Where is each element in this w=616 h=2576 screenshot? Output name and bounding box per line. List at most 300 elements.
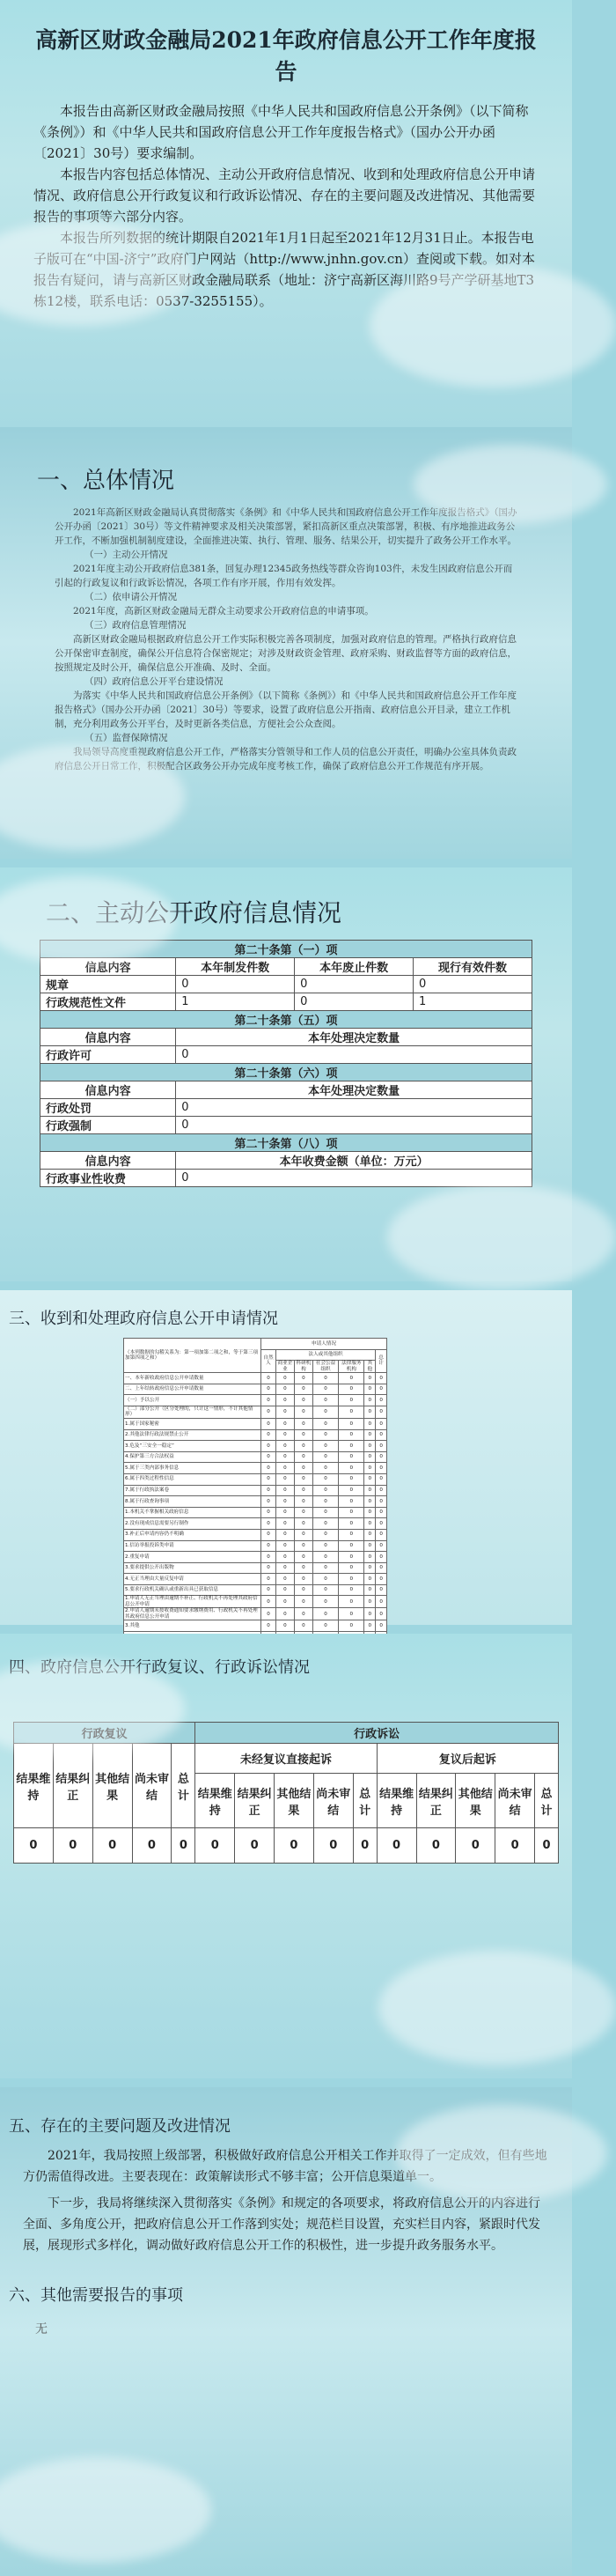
cell-value: 0 — [339, 1451, 364, 1463]
cell-value: 0 — [261, 1518, 276, 1530]
table-row — [124, 1496, 387, 1508]
cell-value: 0 — [261, 1429, 276, 1441]
table-row — [124, 1529, 387, 1540]
table-row: 行政规范性文件 1 0 1 — [40, 993, 532, 1011]
cell-value: 0 — [376, 1574, 387, 1585]
table-row — [124, 1562, 387, 1574]
cell-value: 0 — [376, 1406, 387, 1418]
cell-value: 0 — [364, 1529, 376, 1540]
cell-value: 0 — [364, 1406, 376, 1418]
cell-value: 0 — [376, 1596, 387, 1608]
cell-value: 0 — [275, 1529, 294, 1540]
cell-value: 0 — [376, 1562, 387, 1574]
cell-value: 0 — [261, 1562, 276, 1574]
table-row — [124, 1395, 387, 1406]
column-header: 本年处理决定数量 — [176, 1081, 532, 1099]
section-title-1: 一、总体情况 — [37, 468, 175, 494]
cell-value: 0 — [294, 1463, 312, 1474]
cell-value: 0 — [294, 1485, 312, 1496]
cell-value: 0 — [364, 1441, 376, 1452]
cell-value: 0 — [172, 1828, 195, 1864]
cell-value: 0 — [416, 1828, 456, 1864]
cell-value: 0 — [294, 1562, 312, 1574]
cell-value: 0 — [294, 1596, 312, 1608]
problems-paragraph-2: 下一步，我局将继续深入贯彻落实《条例》和规定的各项要求，将政府信息公开的内容进行全面、多角度公开，把政府信息公开工作落到实处；规范栏目设置，充实栏目内容，紧跟时代发展，展现形式多样化，调动做好政府信息公开工作的积极性，进一步提升政务服务水平。 — [23, 2196, 540, 2253]
column-header: 复议后起诉 — [377, 1744, 558, 1774]
column-header: 信息内容 — [40, 1081, 176, 1099]
cell-value: 0 — [275, 1395, 294, 1406]
table-row — [124, 1406, 387, 1418]
column-header: 总计 — [376, 1349, 387, 1373]
column-header: 尚未审结 — [495, 1774, 535, 1828]
cell-value: 0 — [364, 1485, 376, 1496]
cell-value: 0 — [275, 1485, 294, 1496]
cell-value: 0 — [376, 1608, 387, 1620]
column-header: 总计 — [535, 1774, 559, 1828]
cell-value: 0 — [294, 1395, 312, 1406]
table-row — [124, 1540, 387, 1552]
column-header: 其他 — [364, 1361, 376, 1373]
cell-value: 0 — [261, 1384, 276, 1395]
column-header: 本年处理决定数量 — [176, 1029, 532, 1046]
cell-value: 0 — [364, 1507, 376, 1518]
cell-value: 0 — [364, 1620, 376, 1632]
cell-value: 0 — [14, 1828, 54, 1864]
cell-value: 0 — [294, 1574, 312, 1585]
cell-value: 0 — [294, 1384, 312, 1395]
row-label: 5.属于三类内部事务信息 — [124, 1463, 261, 1474]
cell-value: 0 — [376, 1540, 387, 1552]
cell-value: 0 — [376, 1384, 387, 1395]
row-label: 6.属于四类过程性信息 — [124, 1473, 261, 1485]
table-row — [124, 1518, 387, 1530]
general-paragraph: 我局领导高度重视政府信息公开工作，严格落实分管领导和工作人员的信息公开责任，明确办公室具体负责政府信息公开日常工作，积极配合区政务公开办完成年度考核工作，确保了政府信息公开工作规范有序开展。 — [55, 747, 517, 771]
cell-value: 0 — [261, 1584, 276, 1596]
table-row: 行政处罚 0 — [40, 1099, 532, 1117]
column-header: 结果纠正 — [416, 1774, 456, 1828]
table-section-header: 第二十条第（一）项 — [40, 941, 532, 958]
cell-value: 0 — [53, 1828, 92, 1864]
cell-value: 0 — [312, 1574, 338, 1585]
cell-value: 0 — [312, 1562, 338, 1574]
cell-value: 0 — [294, 1496, 312, 1508]
table-row: 行政事业性收费 0 — [40, 1170, 532, 1187]
table-section-header: 第二十条第（六）项 — [40, 1064, 532, 1081]
cell-value: 0 — [294, 1540, 312, 1552]
cell-value: 0 — [294, 1529, 312, 1540]
row-label: 3.补正后申请内容仍不明确 — [124, 1529, 261, 1540]
column-header: 申请人情况 — [261, 1339, 387, 1350]
cell-value: 0 — [294, 1620, 312, 1632]
column-header: 信息内容 — [40, 1152, 176, 1170]
column-header: 自然人 — [261, 1349, 276, 1373]
cell-value: 0 — [312, 1384, 338, 1395]
row-label: 4.保护第三方合法权益 — [124, 1451, 261, 1463]
cell-value: 0 — [261, 1552, 276, 1563]
general-subheading: （二）依申请公开情况 — [84, 592, 177, 602]
cell-value: 0 — [364, 1608, 376, 1620]
table-row — [124, 1574, 387, 1585]
column-header: 信息内容 — [40, 1029, 176, 1046]
cell-value: 0 — [312, 1518, 338, 1530]
cell-value: 0 — [339, 1507, 364, 1518]
section-title-4: 四、政府信息公开行政复议、行政诉讼情况 — [9, 1658, 310, 1677]
column-header: 行政复议 — [14, 1723, 195, 1744]
cell-value: 0 — [294, 1418, 312, 1429]
cell-value: 0 — [312, 1620, 338, 1632]
row-label: 1.属于国家秘密 — [124, 1418, 261, 1429]
cell-value: 0 — [376, 1584, 387, 1596]
table-row — [124, 1473, 387, 1485]
column-header: 其他结果 — [456, 1774, 495, 1828]
cell-value: 0 — [261, 1441, 276, 1452]
cell-value: 0 — [376, 1552, 387, 1563]
cell-value: 0 — [275, 1620, 294, 1632]
cell-value: 0 — [312, 1584, 338, 1596]
cell-value: 0 — [376, 1418, 387, 1429]
cell-value: 0 — [364, 1596, 376, 1608]
cell-value: 0 — [364, 1384, 376, 1395]
table-row — [124, 1596, 387, 1608]
column-header: 结果维持 — [195, 1774, 235, 1828]
row-label: 7.属于行政执法案卷 — [124, 1485, 261, 1496]
column-header: 信息内容 — [40, 958, 176, 976]
column-header: 行政诉讼 — [195, 1723, 559, 1744]
cell-value: 0 — [312, 1418, 338, 1429]
cell-value: 0 — [339, 1473, 364, 1485]
general-paragraph: 2021年度，高新区财政金融局无群众主动要求公开政府信息的申请事项。 — [73, 606, 374, 616]
cell-value: 0 — [312, 1373, 338, 1384]
table-row — [124, 1584, 387, 1596]
cell-value: 0 — [376, 1496, 387, 1508]
cell-value: 0 — [275, 1384, 294, 1395]
cell-value: 0 — [339, 1596, 364, 1608]
column-header: 结果维持 — [14, 1744, 54, 1828]
table-row — [124, 1441, 387, 1452]
cell-value: 0 — [312, 1552, 338, 1563]
intro-paragraph-3: 本报告所列数据的统计期限自2021年1月1日起至2021年12月31日止。本报告电子版可在“中国-济宁”政府门户网站（http://www.jnhn.gov.cn）查阅或下载。如对本报告有疑问，请与高新区财政金融局联系（地址：济宁高新区海川路9号产学研基地T3栋12楼，联系电话：0537-3255155）。 — [33, 230, 535, 309]
review-panel — [0, 1634, 572, 2078]
cell-value: 0 — [312, 1406, 338, 1418]
column-header: 其他结果 — [92, 1744, 132, 1828]
cell-value: 0 — [275, 1373, 294, 1384]
column-header: 社会公益组织 — [312, 1361, 338, 1373]
row-label: 3.要求提供公开出版物 — [124, 1562, 261, 1574]
cell-value: 0 — [261, 1451, 276, 1463]
row-label: 2.重复申请 — [124, 1552, 261, 1563]
requests-table-body — [124, 1373, 387, 1642]
cell-value: 0 — [339, 1496, 364, 1508]
cell-value: 0 — [364, 1451, 376, 1463]
cell-value: 0 — [376, 1463, 387, 1474]
column-header: 商业企业 — [275, 1361, 294, 1373]
cell-value: 0 — [312, 1540, 338, 1552]
cell-value: 0 — [313, 1828, 353, 1864]
table-section-header: 第二十条第（八）项 — [40, 1134, 532, 1152]
cell-value: 0 — [275, 1473, 294, 1485]
cell-value: 0 — [364, 1540, 376, 1552]
row-label: 1.信访举报投诉类申请 — [124, 1540, 261, 1552]
table-row — [124, 1373, 387, 1384]
cell-value: 0 — [312, 1441, 338, 1452]
row-label: 8.属于行政查询事项 — [124, 1496, 261, 1508]
cell-value: 0 — [261, 1574, 276, 1585]
cell-value: 0 — [261, 1463, 276, 1474]
general-panel — [0, 427, 572, 859]
cell-value: 0 — [312, 1395, 338, 1406]
cell-value: 0 — [364, 1395, 376, 1406]
section-title-3: 三、收到和处理政府信息公开申请情况 — [9, 1310, 278, 1328]
cell-value: 0 — [312, 1596, 338, 1608]
row-label: 1.申请人无正当理由逾期不补正、行政机关不再处理其政府信息公开申请 — [124, 1596, 261, 1608]
column-header: 未经复议直接起诉 — [195, 1744, 377, 1774]
cell-value: 0 — [339, 1529, 364, 1540]
column-header: 法律服务机构 — [339, 1361, 364, 1373]
cell-value: 0 — [261, 1507, 276, 1518]
row-label: 1.本机关不掌握相关政府信息 — [124, 1507, 261, 1518]
cell-value: 0 — [364, 1373, 376, 1384]
cell-value: 0 — [353, 1828, 377, 1864]
table-section-header: 第二十条第（五）项 — [40, 1011, 532, 1029]
cell-value: 0 — [376, 1451, 387, 1463]
cell-value: 0 — [456, 1828, 495, 1864]
cell-value: 0 — [294, 1518, 312, 1530]
cell-value: 0 — [261, 1620, 276, 1632]
row-label: （一）予以公开 — [124, 1395, 261, 1406]
cell-value: 0 — [261, 1373, 276, 1384]
row-label: 二、上年结转政府信息公开申请数量 — [124, 1384, 261, 1395]
cell-value: 0 — [261, 1418, 276, 1429]
table-row: 规章 0 0 0 — [40, 976, 532, 993]
cell-value: 0 — [339, 1395, 364, 1406]
cell-value: 0 — [376, 1518, 387, 1530]
row-label: 2.申请人逾期未按收费通知要求缴纳费用、行政机关不再处理其政府信息公开申请 — [124, 1608, 261, 1620]
cell-value: 0 — [312, 1451, 338, 1463]
problems-paragraph-1: 2021年，我局按照上级部署，积极做好政府信息公开相关工作并取得了一定成效，但有些地方仍需值得改进。主要表现在：政策解读形式不够丰富；公开信息渠道单一。 — [23, 2149, 547, 2184]
cell-value: 0 — [195, 1828, 235, 1864]
cell-value: 0 — [364, 1473, 376, 1485]
section-title-5: 五、存在的主要问题及改进情况 — [9, 2117, 231, 2136]
report-title: 高新区财政金融局2021年政府信息公开工作年度报告 — [35, 27, 537, 85]
cell-value: 0 — [261, 1540, 276, 1552]
general-paragraph: 高新区财政金融局根据政府信息公开工作实际积极完善各项制度，加强对政府信息的管理。严格执行政府信息公开保密审查制度，确保公开信息符合保密规定；对涉及财政资金管理、政府采购、财政监督等方面的政府信息，按照规定及时公开，确保信息公开准确、及时、全面。 — [55, 634, 517, 673]
column-header: 尚未审结 — [313, 1774, 353, 1828]
cell-value: 0 — [261, 1485, 276, 1496]
cell-value: 0 — [132, 1828, 172, 1864]
cell-value: 0 — [339, 1441, 364, 1452]
cell-value: 0 — [275, 1507, 294, 1518]
cell-value: 0 — [364, 1496, 376, 1508]
cell-value: 0 — [261, 1406, 276, 1418]
table-row — [124, 1620, 387, 1632]
cell-value: 0 — [275, 1518, 294, 1530]
cell-value: 0 — [339, 1406, 364, 1418]
column-header: 结果纠正 — [235, 1774, 275, 1828]
proactive-panel — [0, 867, 572, 1281]
cell-value: 0 — [294, 1441, 312, 1452]
intro-paragraph-1: 本报告由高新区财政金融局按照《中华人民共和国政府信息公开条例》（以下简称《条例》）和《中华人民共和国政府信息公开工作年度报告格式》（国办公开办函〔2021〕30号）要求编制。 — [33, 103, 529, 161]
column-header: 其他结果 — [275, 1774, 314, 1828]
cell-value: 0 — [294, 1473, 312, 1485]
table-row — [14, 1828, 559, 1864]
closing-panel — [0, 2087, 572, 2576]
requests-panel — [0, 1290, 572, 1629]
general-paragraph: 2021年度主动公开政府信息381条，回复办理12345政务热线等群众咨询103件，未发生因政府信息公开而引起的行政复议和行政诉讼情况，各项工作有序开展，作用有效发挥。 — [55, 564, 513, 588]
cell-value: 0 — [364, 1584, 376, 1596]
cell-value: 0 — [376, 1429, 387, 1441]
cell-value: 0 — [294, 1406, 312, 1418]
cell-value: 0 — [364, 1562, 376, 1574]
row-label: 3.危及“三安全一稳定” — [124, 1441, 261, 1452]
cell-value: 0 — [294, 1608, 312, 1620]
cell-value: 0 — [312, 1496, 338, 1508]
cell-value: 0 — [261, 1473, 276, 1485]
cell-value: 0 — [339, 1485, 364, 1496]
cell-value: 0 — [376, 1373, 387, 1384]
cell-value: 0 — [312, 1608, 338, 1620]
cell-value: 0 — [235, 1828, 275, 1864]
cell-value: 0 — [312, 1529, 338, 1540]
column-header: 结果纠正 — [53, 1744, 92, 1828]
cell-value: 0 — [339, 1418, 364, 1429]
cell-value: 0 — [339, 1540, 364, 1552]
cell-value: 0 — [275, 1451, 294, 1463]
cell-value: 0 — [275, 1496, 294, 1508]
cell-value: 0 — [364, 1518, 376, 1530]
column-header: 尚未审结 — [132, 1744, 172, 1828]
column-header: 本年收费金额（单位：万元） — [176, 1152, 532, 1170]
cell-value: 0 — [339, 1584, 364, 1596]
column-header: 总计 — [353, 1774, 377, 1828]
cell-value: 0 — [339, 1620, 364, 1632]
column-header: 科研机构 — [294, 1361, 312, 1373]
row-label: 4.无正当理由大量反复申请 — [124, 1574, 261, 1585]
cell-value: 0 — [339, 1552, 364, 1563]
cell-value: 0 — [364, 1429, 376, 1441]
cell-value: 0 — [275, 1562, 294, 1574]
section-title-6: 六、其他需要报告的事项 — [9, 2286, 183, 2305]
cell-value: 0 — [376, 1529, 387, 1540]
cell-value: 0 — [339, 1518, 364, 1530]
general-subheading: （四）政府信息公开平台建设情况 — [84, 676, 224, 687]
cell-value: 0 — [377, 1828, 416, 1864]
cell-value: 0 — [339, 1463, 364, 1474]
row-label: 一、本年新收政府信息公开申请数量 — [124, 1373, 261, 1384]
general-paragraph: 2021年高新区财政金融局认真贯彻落实《条例》和《中华人民共和国政府信息公开工作年度报告格式》（国办公开办函〔2021〕30号）等文件精神要求及相关决策部署，紧扣高新区重点决策部署，积极、有序地推进政务公开工作，不断加强机制制度建设，全面推进决策、执行、管理、服务、结果公开，切实提升了政务公开工作水平。 — [55, 507, 517, 546]
column-header: 结果维持 — [377, 1774, 416, 1828]
cell-value: 0 — [339, 1384, 364, 1395]
section-title-2: 二、主动公开政府信息情况 — [46, 898, 342, 927]
cell-value: 0 — [339, 1429, 364, 1441]
cell-value: 0 — [312, 1463, 338, 1474]
cell-value: 0 — [339, 1608, 364, 1620]
cell-value: 0 — [275, 1429, 294, 1441]
cell-value: 0 — [275, 1584, 294, 1596]
cell-value: 0 — [376, 1507, 387, 1518]
cell-value: 0 — [339, 1373, 364, 1384]
general-paragraph: 为落实《中华人民共和国政府信息公开条例》（以下简称《条例》）和《中华人民共和国政府信息公开工作年度报告格式》（国办公开办函〔2021〕30号）等要求，设置了政府信息公开指南、政府信息公开目录，建立工作机制，充分利用政务公开平台，及时更新各类信息，方便社会公众查阅。 — [55, 690, 517, 729]
intro-paragraph-2: 本报告内容包括总体情况、主动公开政府信息情况、收到和处理政府信息公开申请情况、政府信息公开行政复议和行政诉讼情况、存在的主要问题及改进情况、其他需要报告的事项等六部分内容。 — [33, 166, 536, 225]
row-label: 3.其他 — [124, 1620, 261, 1632]
table-row — [124, 1384, 387, 1395]
article-20-table — [40, 940, 532, 1187]
cell-value: 0 — [312, 1429, 338, 1441]
table-row — [124, 1429, 387, 1441]
cell-value: 0 — [364, 1463, 376, 1474]
cell-value: 0 — [312, 1507, 338, 1518]
table-row — [124, 1463, 387, 1474]
cell-value: 0 — [364, 1574, 376, 1585]
cell-value: 0 — [376, 1620, 387, 1632]
row-label: 2.其他法律行政法规禁止公开 — [124, 1429, 261, 1441]
cell-value: 0 — [495, 1828, 535, 1864]
cell-value: 0 — [261, 1529, 276, 1540]
cell-value: 0 — [312, 1473, 338, 1485]
cell-value: 0 — [275, 1596, 294, 1608]
cell-value: 0 — [275, 1463, 294, 1474]
cell-value: 0 — [339, 1574, 364, 1585]
cell-value: 0 — [261, 1596, 276, 1608]
cell-value: 0 — [312, 1485, 338, 1496]
table-row — [124, 1485, 387, 1496]
table-row — [124, 1451, 387, 1463]
column-header: 法人或其他组织 — [275, 1349, 375, 1361]
general-subheading: （一）主动公开情况 — [84, 550, 168, 560]
row-label: （二）部分公开（区分处理的，只计这一情形，不计其他情形） — [124, 1406, 261, 1418]
cell-value: 0 — [275, 1441, 294, 1452]
table-row — [124, 1552, 387, 1563]
table-row: 行政强制 0 — [40, 1117, 532, 1134]
table-header-note: （本列数据的勾稽关系为：第一项加第二项之和，等于第三项加第四项之和） — [124, 1339, 261, 1373]
cell-value: 0 — [376, 1473, 387, 1485]
table-row — [124, 1507, 387, 1518]
cell-value: 0 — [294, 1451, 312, 1463]
cell-value: 0 — [275, 1828, 314, 1864]
cell-value: 0 — [376, 1485, 387, 1496]
cell-value: 0 — [364, 1552, 376, 1563]
cell-value: 0 — [364, 1418, 376, 1429]
column-header: 现行有效件数 — [414, 958, 532, 976]
cell-value: 0 — [535, 1828, 559, 1864]
intro-panel — [0, 0, 572, 427]
cell-value: 0 — [275, 1406, 294, 1418]
cell-value: 0 — [275, 1608, 294, 1620]
general-subheading: （三）政府信息管理情况 — [84, 620, 187, 631]
column-header: 总计 — [172, 1744, 195, 1828]
cell-value: 0 — [275, 1418, 294, 1429]
cell-value: 0 — [92, 1828, 132, 1864]
cell-value: 0 — [339, 1562, 364, 1574]
cell-value: 0 — [261, 1395, 276, 1406]
requests-table — [123, 1338, 387, 1643]
cell-value: 0 — [261, 1496, 276, 1508]
cell-value: 0 — [294, 1552, 312, 1563]
cell-value: 0 — [261, 1608, 276, 1620]
cell-value: 0 — [294, 1507, 312, 1518]
column-header: 本年制发件数 — [176, 958, 295, 976]
column-header: 本年废止件数 — [295, 958, 414, 976]
table-row — [124, 1418, 387, 1429]
cell-value: 0 — [376, 1441, 387, 1452]
table-row: 行政许可 0 — [40, 1046, 532, 1064]
cell-value: 0 — [294, 1429, 312, 1441]
row-label: 5.要求行政机关确认或重新出具已获取信息 — [124, 1584, 261, 1596]
other-matters-text: 无 — [35, 2322, 48, 2336]
cell-value: 0 — [376, 1395, 387, 1406]
row-label: 2.没有现成信息需要另行制作 — [124, 1518, 261, 1530]
general-subheading: （五）监督保障情况 — [84, 733, 168, 743]
table-row — [124, 1608, 387, 1620]
